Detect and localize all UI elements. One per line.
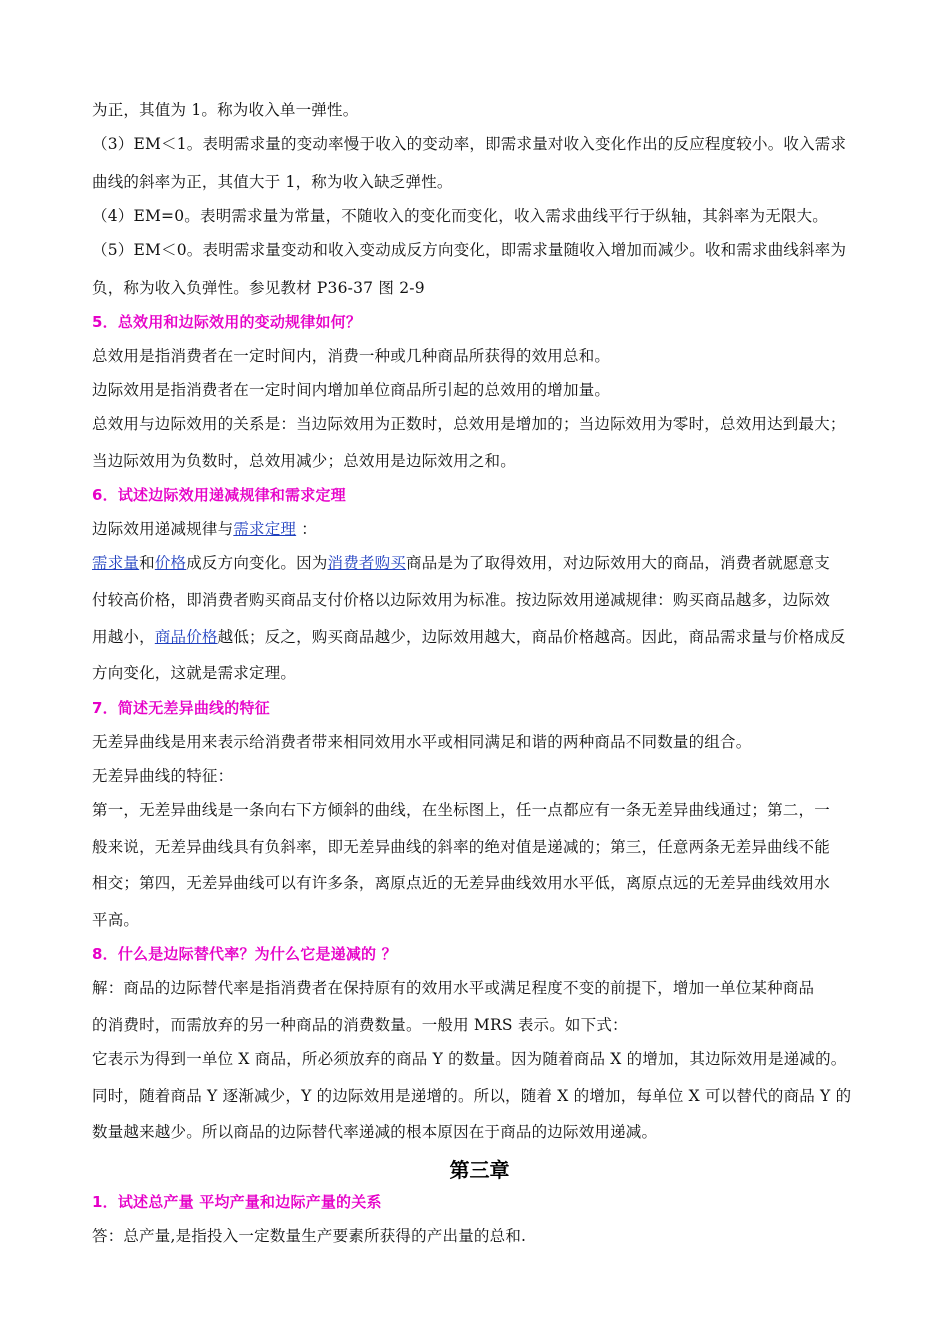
link-price[interactable]: 价格: [154, 554, 187, 572]
text-line: 答：总产量,是指投入一定数量生产要素所获得的产出量的总和.: [92, 1227, 527, 1245]
text-line: 方向变化，这就是需求定理。: [92, 664, 297, 682]
text-span: 商品是为了取得效用，对边际效用大的商品，消费者就愿意支: [406, 554, 830, 572]
section-heading-ch3-q1: 1．试述总产量 平均产量和边际产量的关系: [92, 1193, 382, 1211]
text-line: 总效用是指消费者在一定时间内，消费一种或几种商品所获得的效用总和。: [92, 347, 611, 365]
text-line: [92, 519, 317, 539]
section-heading-q5: 5．总效用和边际效用的变动规律如何？: [92, 313, 362, 331]
section-heading-q7: 7．简述无差异曲线的特征: [92, 699, 270, 717]
text-line: （4）EM=0。表明需求量为常量，不随收入的变化而变化，收入需求曲线平行于纵轴，其斜率为无限大。: [92, 207, 828, 225]
section-heading-q6: 6．试述边际效用递减规律和需求定理: [92, 486, 346, 504]
text-line: 边际效用是指消费者在一定时间内增加单位商品所引起的总效用的增加量。: [92, 381, 611, 399]
text-line: （5）EM＜0。表明需求量变动和收入变动成反方向变化，即需求量随收入增加而减少。收和需求曲线斜率为: [92, 241, 847, 259]
section-heading-q8: 8．什么是边际替代率？为什么它是递减的 ？: [92, 945, 397, 963]
text-span: 用越小，: [92, 628, 155, 646]
text-span: 越低；反之，购买商品越少，边际效用越大，商品价格越高。因此，商品需求量与价格成反: [217, 628, 846, 646]
text-span: 和: [139, 554, 155, 572]
text-span: ：: [296, 520, 317, 538]
text-line: 相交；第四，无差异曲线可以有许多条，离原点近的无差异曲线效用水平低，离原点远的无差异曲线效用水: [92, 874, 830, 892]
text-line: 为正，其值为 1。称为收入单一弹性。: [92, 101, 359, 119]
text-line: 同时，随着商品 Y 逐渐减少，Y 的边际效用是递增的。所以，随着 X 的增加，每单位 X 可以替代的商品 Y 的: [92, 1087, 852, 1105]
link-consumer-purchase[interactable]: 消费者购买: [327, 554, 407, 572]
text-line: 负，称为收入负弹性。参见教材 P36-37 图 2-9: [92, 279, 425, 297]
text-line: 总效用与边际效用的关系是：当边际效用为正数时，总效用是增加的；当边际效用为零时，总效用达到最大；: [92, 415, 846, 433]
text-line: 曲线的斜率为正，其值大于 1，称为收入缺乏弹性。: [92, 173, 453, 191]
link-demand-quantity[interactable]: 需求量: [92, 554, 140, 572]
text-line: [92, 627, 846, 647]
text-line: 当边际效用为负数时，总效用减少；总效用是边际效用之和。: [92, 452, 516, 470]
text-line: 的消费时，而需放弃的另一种商品的消费数量。一般用 MRS 表示。如下式：: [92, 1016, 628, 1034]
text-line: 般来说，无差异曲线具有负斜率，即无差异曲线的斜率的绝对值是递减的；第三，任意两条无差异曲线不能: [92, 838, 830, 856]
text-line: 付较高价格，即消费者购买商品支付价格以边际效用为标准。按边际效用递减规律：购买商品越多，边际效: [92, 591, 830, 609]
text-line: 数量越来越少。所以商品的边际替代率递减的根本原因在于商品的边际效用递减。: [92, 1123, 658, 1141]
text-line: [92, 553, 830, 573]
text-line: （3）EM＜1。表明需求量的变动率慢于收入的变动率，即需求量对收入变化作出的反应程度较小。收入需求: [92, 135, 847, 153]
text-line: 无差异曲线的特征：: [92, 767, 234, 785]
text-line: 它表示为得到一单位 X 商品，所必须放弃的商品 Y 的数量。因为随着商品 X 的增加，其边际效用是递减的。: [92, 1050, 847, 1068]
text-line: 平高。: [92, 911, 140, 929]
link-commodity-price[interactable]: 商品价格: [154, 628, 218, 646]
chapter-title: 第三章: [449, 1158, 510, 1182]
text-line: 解：商品的边际替代率是指消费者在保持原有的效用水平或满足程度不变的前提下，增加一单位某种商品: [92, 979, 815, 997]
text-span: 边际效用递减规律与: [92, 520, 234, 538]
text-span: 成反方向变化。因为: [186, 554, 328, 572]
text-line: 无差异曲线是用来表示给消费者带来相同效用水平或相同满足和谐的两种商品不同数量的组合。: [92, 733, 752, 751]
text-line: 第一，无差异曲线是一条向右下方倾斜的曲线，在坐标图上，任一点都应有一条无差异曲线通过；第二，一: [92, 801, 830, 819]
link-demand-law[interactable]: 需求定理: [233, 520, 297, 538]
